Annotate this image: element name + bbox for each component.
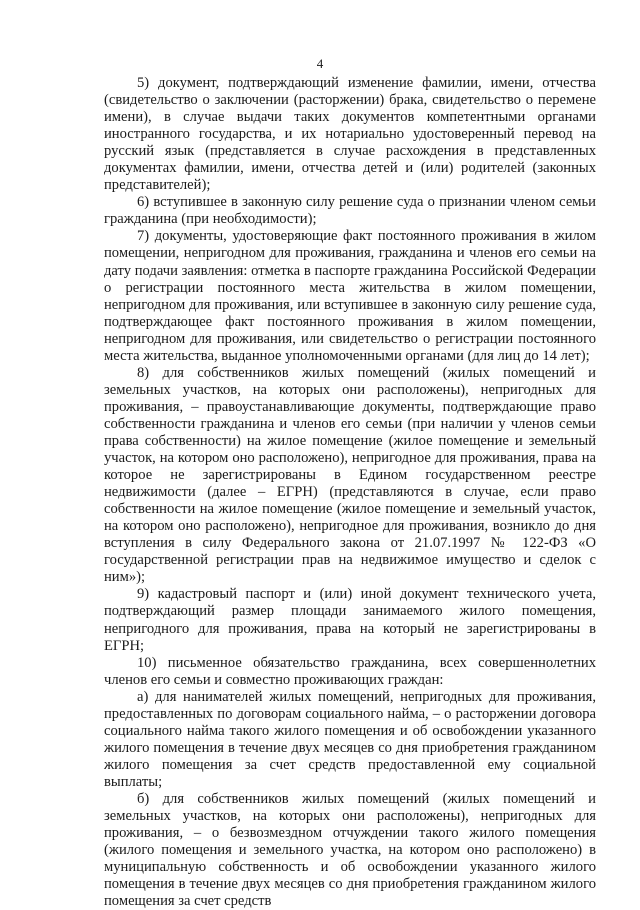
paragraph-item-8: 8) для собственников жилых помещений (жилых помещений и земельных участков, на которых они расположены), непригодных для проживания, – правоустанавливающие документы, подтверждающие право собственности гражданина и членов его семьи (при наличии у членов семьи права собственности) на жилое помещение (жилое помещение и земельный участок, на котором оно расположено), непригодное для проживания, права на которое не зарегистрированы в Едином государственном реестре недвижимости (далее – ЕГРН) (представляются в случае, если право собственности на жилое помещение (жилое помещение и земельный участок, на котором оно расположено), непригодное для проживания, возникло до дня вступления в силу Федерального закона от 21.07.1997 № 122-ФЗ «О государственной регистрации прав на недвижимое имущество и сделок с ним»); <box>104 364 596 586</box>
paragraph-item-7: 7) документы, удостоверяющие факт постоянного проживания в жилом помещении, непригодном для проживания, гражданина и членов его семьи на дату подачи заявления: отметка в паспорте гражданина Российской Федерации о регистрации постоянного места жительства в жилом помещении, непригодном для проживания, или вступившее в законную силу решение суда, подтверждающее факт постоянного проживания в жилом помещении, непригодном для проживания, или свидетельство о регистрации постоянного места жительства, выданное уполномоченными органами (для лиц до 14 лет); <box>104 228 596 364</box>
document-body <box>104 75 596 910</box>
paragraph-item-9: 9) кадастровый паспорт и (или) иной документ технического учета, подтверждающий размер площади занимаемого жилого помещения, непригодного для проживания, права на который не зарегистрированы в ЕГРН; <box>104 586 596 654</box>
page-number: 4 <box>316 56 324 71</box>
paragraph-subitem-b: б) для собственников жилых помещений (жилых помещений и земельных участков, на которых они расположены), непригодных для проживания, – о безвозмездном отчуждении такого жилого помещения (жилого помещения и земельного участка, на котором оно расположено) в муниципальную собственность и об освобождении указанного жилого помещения в течение двух месяцев со дня приобретения гражданином жилого помещения за счет средств <box>104 790 596 910</box>
paragraph-item-6: 6) вступившее в законную силу решение суда о признании членом семьи гражданина (при необходимости); <box>104 194 596 228</box>
paragraph-subitem-a: а) для нанимателей жилых помещений, непригодных для проживания, предоставленных по договорам социального найма, – о расторжении договора социального найма такого жилого помещения и об освобождении указанного жилого помещения в течение двух месяцев со дня приобретения гражданином жилого помещения за счет средств предоставленной ему социальной выплаты; <box>104 688 596 790</box>
paragraph-item-5: 5) документ, подтверждающий изменение фамилии, имени, отчества (свидетельство о заключении (расторжении) брака, свидетельство о перемене имени), в случае выдачи таких документов компетентными органами иностранного государства, и их нотариально удостоверенный перевод на русский язык (представляется в случае расхождения в представленных документах фамилии, имени, отчества детей и (или) родителей (законных представителей); <box>104 75 596 194</box>
paragraph-item-10: 10) письменное обязательство гражданина, всех совершеннолетних членов его семьи и совместно проживающих граждан: <box>104 654 596 688</box>
